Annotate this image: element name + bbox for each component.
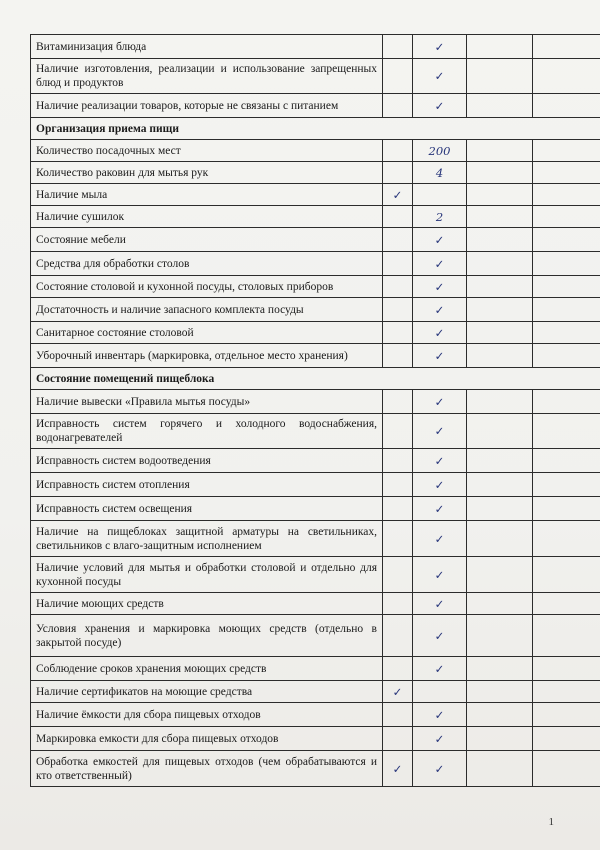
criterion-name: Маркировка емкости для сбора пищевых отходов: [31, 727, 383, 751]
empty-cell: [467, 184, 533, 206]
empty-cell: [383, 615, 413, 657]
empty-cell: [533, 140, 600, 162]
empty-cell: [467, 473, 533, 497]
table-row: [31, 344, 600, 368]
section-title: Состояние помещений пищеблока: [31, 368, 600, 390]
empty-cell: [467, 390, 533, 414]
empty-cell: [467, 140, 533, 162]
empty-cell: [467, 449, 533, 473]
empty-cell: [467, 751, 533, 787]
empty-cell: [383, 206, 413, 228]
empty-cell: [533, 473, 600, 497]
empty-cell: [383, 140, 413, 162]
checkmark-icon: ✓: [413, 751, 467, 787]
checkmark-icon: ✓: [413, 322, 467, 344]
criterion-name: Санитарное состояние столовой: [31, 322, 383, 344]
table-row: [31, 228, 600, 252]
empty-cell: [413, 681, 467, 703]
empty-cell: [383, 593, 413, 615]
empty-cell: [533, 206, 600, 228]
criterion-name: Наличие сертификатов на моющие средства: [31, 681, 383, 703]
empty-cell: [533, 322, 600, 344]
checkmark-icon: ✓: [383, 681, 413, 703]
empty-cell: [533, 681, 600, 703]
empty-cell: [533, 184, 600, 206]
section-row: [31, 368, 600, 390]
empty-cell: [533, 414, 600, 449]
empty-cell: [533, 94, 600, 118]
checkmark-icon: ✓: [413, 228, 467, 252]
empty-cell: [467, 276, 533, 298]
table-row: [31, 657, 600, 681]
empty-cell: [383, 390, 413, 414]
empty-cell: [467, 35, 533, 59]
empty-cell: [383, 94, 413, 118]
empty-cell: [467, 59, 533, 94]
empty-cell: [383, 59, 413, 94]
empty-cell: [413, 184, 467, 206]
criterion-name: Условия хранения и маркировка моющих средств (отдельно в закрытой посуде): [31, 615, 383, 657]
empty-cell: [383, 727, 413, 751]
criterion-name: Соблюдение сроков хранения моющих средств: [31, 657, 383, 681]
empty-cell: [467, 206, 533, 228]
checkmark-icon: ✓: [383, 751, 413, 787]
criterion-name: Обработка емкостей для пищевых отходов (чем обрабатываются и кто ответственный): [31, 751, 383, 787]
table-row: [31, 252, 600, 276]
criterion-name: Количество раковин для мытья рук: [31, 162, 383, 184]
table-row: [31, 557, 600, 593]
empty-cell: [467, 703, 533, 727]
checkmark-icon: ✓: [413, 344, 467, 368]
empty-cell: [383, 35, 413, 59]
checkmark-icon: ✓: [413, 727, 467, 751]
table-row: [31, 184, 600, 206]
table-row: [31, 35, 600, 59]
table-row: [31, 681, 600, 703]
empty-cell: [467, 681, 533, 703]
empty-cell: [467, 298, 533, 322]
empty-cell: [383, 497, 413, 521]
criterion-name: Исправность систем освещения: [31, 497, 383, 521]
checkmark-icon: ✓: [413, 657, 467, 681]
table-row: [31, 390, 600, 414]
empty-cell: [383, 276, 413, 298]
empty-cell: [533, 449, 600, 473]
checklist-body: [31, 35, 600, 787]
empty-cell: [383, 557, 413, 593]
empty-cell: [533, 344, 600, 368]
table-row: [31, 206, 600, 228]
handwritten-value: 200: [413, 140, 467, 162]
checkmark-icon: ✓: [413, 497, 467, 521]
checklist-table: [30, 34, 600, 787]
empty-cell: [533, 228, 600, 252]
checkmark-icon: ✓: [413, 35, 467, 59]
criterion-name: Наличие условий для мытья и обработки столовой и отдельно для кухонной посуды: [31, 557, 383, 593]
criterion-name: Наличие на пищеблоках защитной арматуры на светильниках, светильников с влаго-защитным исполнением: [31, 521, 383, 557]
checkmark-icon: ✓: [413, 390, 467, 414]
checkmark-icon: ✓: [413, 59, 467, 94]
criterion-name: Уборочный инвентарь (маркировка, отдельное место хранения): [31, 344, 383, 368]
empty-cell: [533, 497, 600, 521]
empty-cell: [467, 344, 533, 368]
criterion-name: Наличие сушилок: [31, 206, 383, 228]
empty-cell: [383, 473, 413, 497]
empty-cell: [383, 298, 413, 322]
criterion-name: Наличие изготовления, реализации и использование запрещенных блюд и продуктов: [31, 59, 383, 94]
empty-cell: [383, 162, 413, 184]
checkmark-icon: ✓: [413, 252, 467, 276]
page-number: 1: [548, 816, 554, 828]
empty-cell: [533, 557, 600, 593]
empty-cell: [533, 298, 600, 322]
checkmark-icon: ✓: [413, 703, 467, 727]
empty-cell: [383, 344, 413, 368]
section-row: [31, 118, 600, 140]
empty-cell: [467, 228, 533, 252]
empty-cell: [467, 322, 533, 344]
criterion-name: Наличие вывески «Правила мытья посуды»: [31, 390, 383, 414]
criterion-name: Исправность систем горячего и холодного водоснабжения, водонагревателей: [31, 414, 383, 449]
handwritten-value: 2: [413, 206, 467, 228]
criterion-name: Наличие мыла: [31, 184, 383, 206]
checkmark-icon: ✓: [413, 473, 467, 497]
empty-cell: [383, 252, 413, 276]
empty-cell: [533, 615, 600, 657]
checkmark-icon: ✓: [413, 298, 467, 322]
criterion-name: Витаминизация блюда: [31, 35, 383, 59]
empty-cell: [383, 657, 413, 681]
empty-cell: [533, 162, 600, 184]
empty-cell: [533, 59, 600, 94]
empty-cell: [383, 414, 413, 449]
table-row: [31, 162, 600, 184]
empty-cell: [533, 35, 600, 59]
criterion-name: Состояние мебели: [31, 228, 383, 252]
checkmark-icon: ✓: [413, 615, 467, 657]
table-row: [31, 59, 600, 94]
empty-cell: [383, 703, 413, 727]
criterion-name: Исправность систем водоотведения: [31, 449, 383, 473]
empty-cell: [533, 593, 600, 615]
criterion-name: Наличие моющих средств: [31, 593, 383, 615]
section-title: Организация приема пищи: [31, 118, 600, 140]
table-row: [31, 140, 600, 162]
criterion-name: Достаточность и наличие запасного комплекта посуды: [31, 298, 383, 322]
table-row: [31, 521, 600, 557]
empty-cell: [533, 252, 600, 276]
criterion-name: Количество посадочных мест: [31, 140, 383, 162]
table-row: [31, 473, 600, 497]
criterion-name: Состояние столовой и кухонной посуды, столовых приборов: [31, 276, 383, 298]
table-row: [31, 727, 600, 751]
empty-cell: [467, 252, 533, 276]
empty-cell: [383, 322, 413, 344]
empty-cell: [533, 521, 600, 557]
checkmark-icon: ✓: [383, 184, 413, 206]
checkmark-icon: ✓: [413, 521, 467, 557]
criterion-name: Наличие ёмкости для сбора пищевых отходов: [31, 703, 383, 727]
empty-cell: [383, 228, 413, 252]
empty-cell: [533, 727, 600, 751]
empty-cell: [383, 521, 413, 557]
empty-cell: [467, 162, 533, 184]
empty-cell: [467, 414, 533, 449]
handwritten-value: 4: [413, 162, 467, 184]
table-row: [31, 703, 600, 727]
table-row: [31, 414, 600, 449]
empty-cell: [533, 390, 600, 414]
empty-cell: [467, 727, 533, 751]
table-row: [31, 497, 600, 521]
empty-cell: [467, 657, 533, 681]
empty-cell: [467, 94, 533, 118]
criterion-name: Средства для обработки столов: [31, 252, 383, 276]
criterion-name: Исправность систем отопления: [31, 473, 383, 497]
checkmark-icon: ✓: [413, 449, 467, 473]
table-row: [31, 593, 600, 615]
checkmark-icon: ✓: [413, 94, 467, 118]
empty-cell: [533, 276, 600, 298]
checkmark-icon: ✓: [413, 557, 467, 593]
table-row: [31, 94, 600, 118]
table-row: [31, 615, 600, 657]
empty-cell: [533, 751, 600, 787]
table-row: [31, 276, 600, 298]
table-row: [31, 751, 600, 787]
empty-cell: [467, 593, 533, 615]
empty-cell: [533, 657, 600, 681]
checkmark-icon: ✓: [413, 593, 467, 615]
criterion-name: Наличие реализации товаров, которые не связаны с питанием: [31, 94, 383, 118]
empty-cell: [467, 615, 533, 657]
empty-cell: [533, 703, 600, 727]
table-row: [31, 449, 600, 473]
empty-cell: [383, 449, 413, 473]
checkmark-icon: ✓: [413, 276, 467, 298]
table-row: [31, 322, 600, 344]
table-row: [31, 298, 600, 322]
empty-cell: [467, 557, 533, 593]
empty-cell: [467, 497, 533, 521]
checkmark-icon: ✓: [413, 414, 467, 449]
empty-cell: [467, 521, 533, 557]
